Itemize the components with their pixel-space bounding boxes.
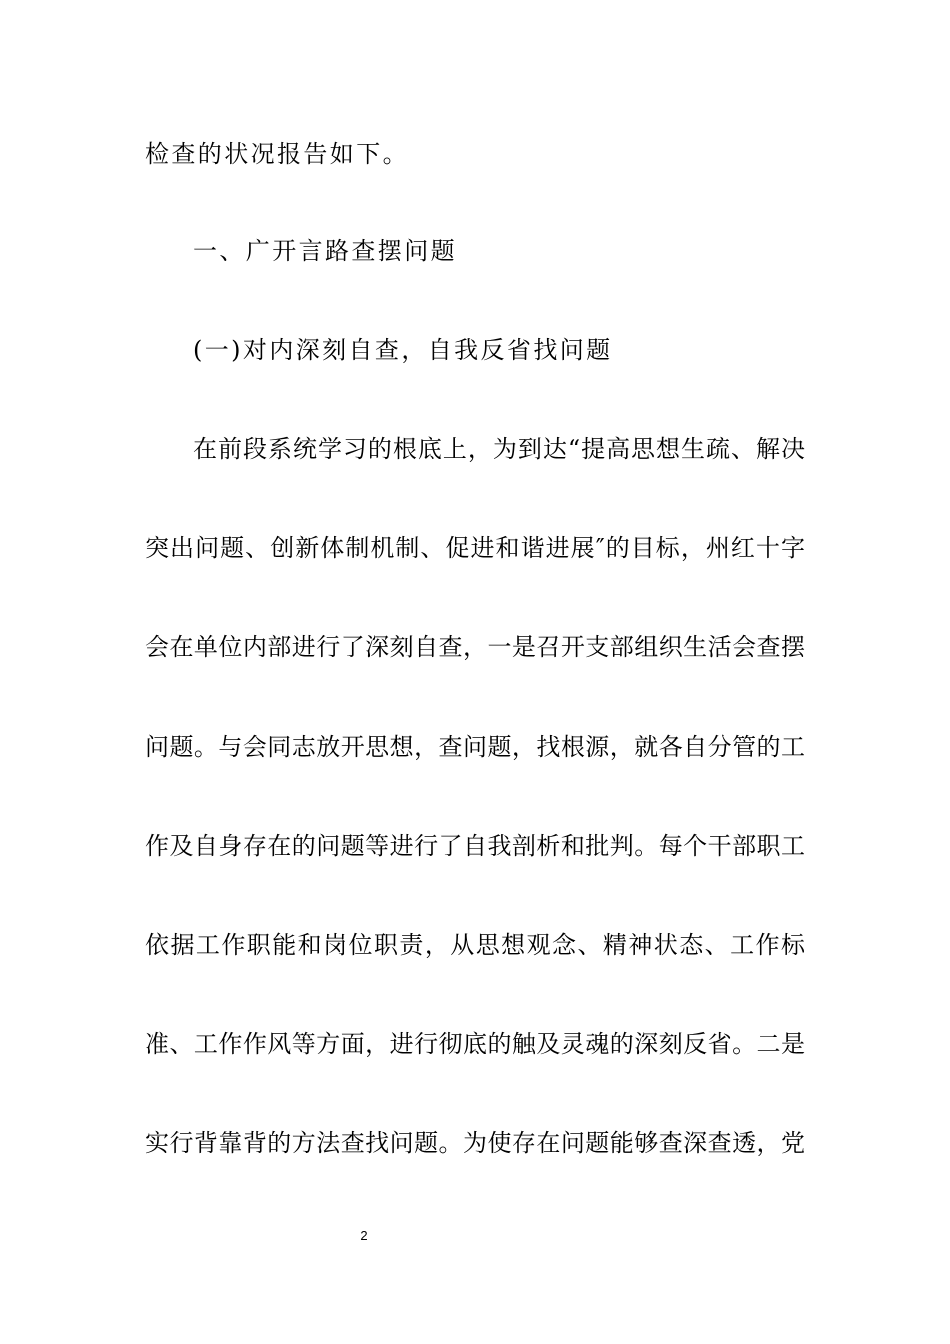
paragraph-line-3: 突出问题、创新体制机制、促进和谐进展″的目标，州红十字 <box>145 534 805 562</box>
section-heading: 一、广开言路查摆问题 <box>193 237 457 265</box>
subsection-heading: (一)对内深刻自查，自我反省找问题 <box>193 336 613 364</box>
page-number: 2 <box>360 1228 368 1243</box>
paragraph-line-9: 实行背靠背的方法查找问题。为使存在问题能够查深查透，党 <box>145 1129 805 1157</box>
paragraph-line-4: 会在单位内部进行了深刻自查，一是召开支部组织生活会查摆 <box>145 633 805 661</box>
paragraph-line-5: 问题。与会同志放开思想，查问题，找根源，就各自分管的工 <box>145 733 805 761</box>
paragraph-line-8: 准、工作作风等方面，进行彻底的触及灵魂的深刻反省。二是 <box>145 1030 805 1058</box>
paragraph-line-6: 作及自身存在的问题等进行了自我剖析和批判。每个干部职工 <box>145 832 805 860</box>
paragraph-line-7: 依据工作职能和岗位职责，从思想观念、精神状态、工作标 <box>145 931 805 959</box>
paragraph-line-2: 在前段系统学习的根底上，为到达“提高思想生疏、解决 <box>193 435 805 463</box>
paragraph-line-1: 检查的状况报告如下。 <box>145 140 409 168</box>
